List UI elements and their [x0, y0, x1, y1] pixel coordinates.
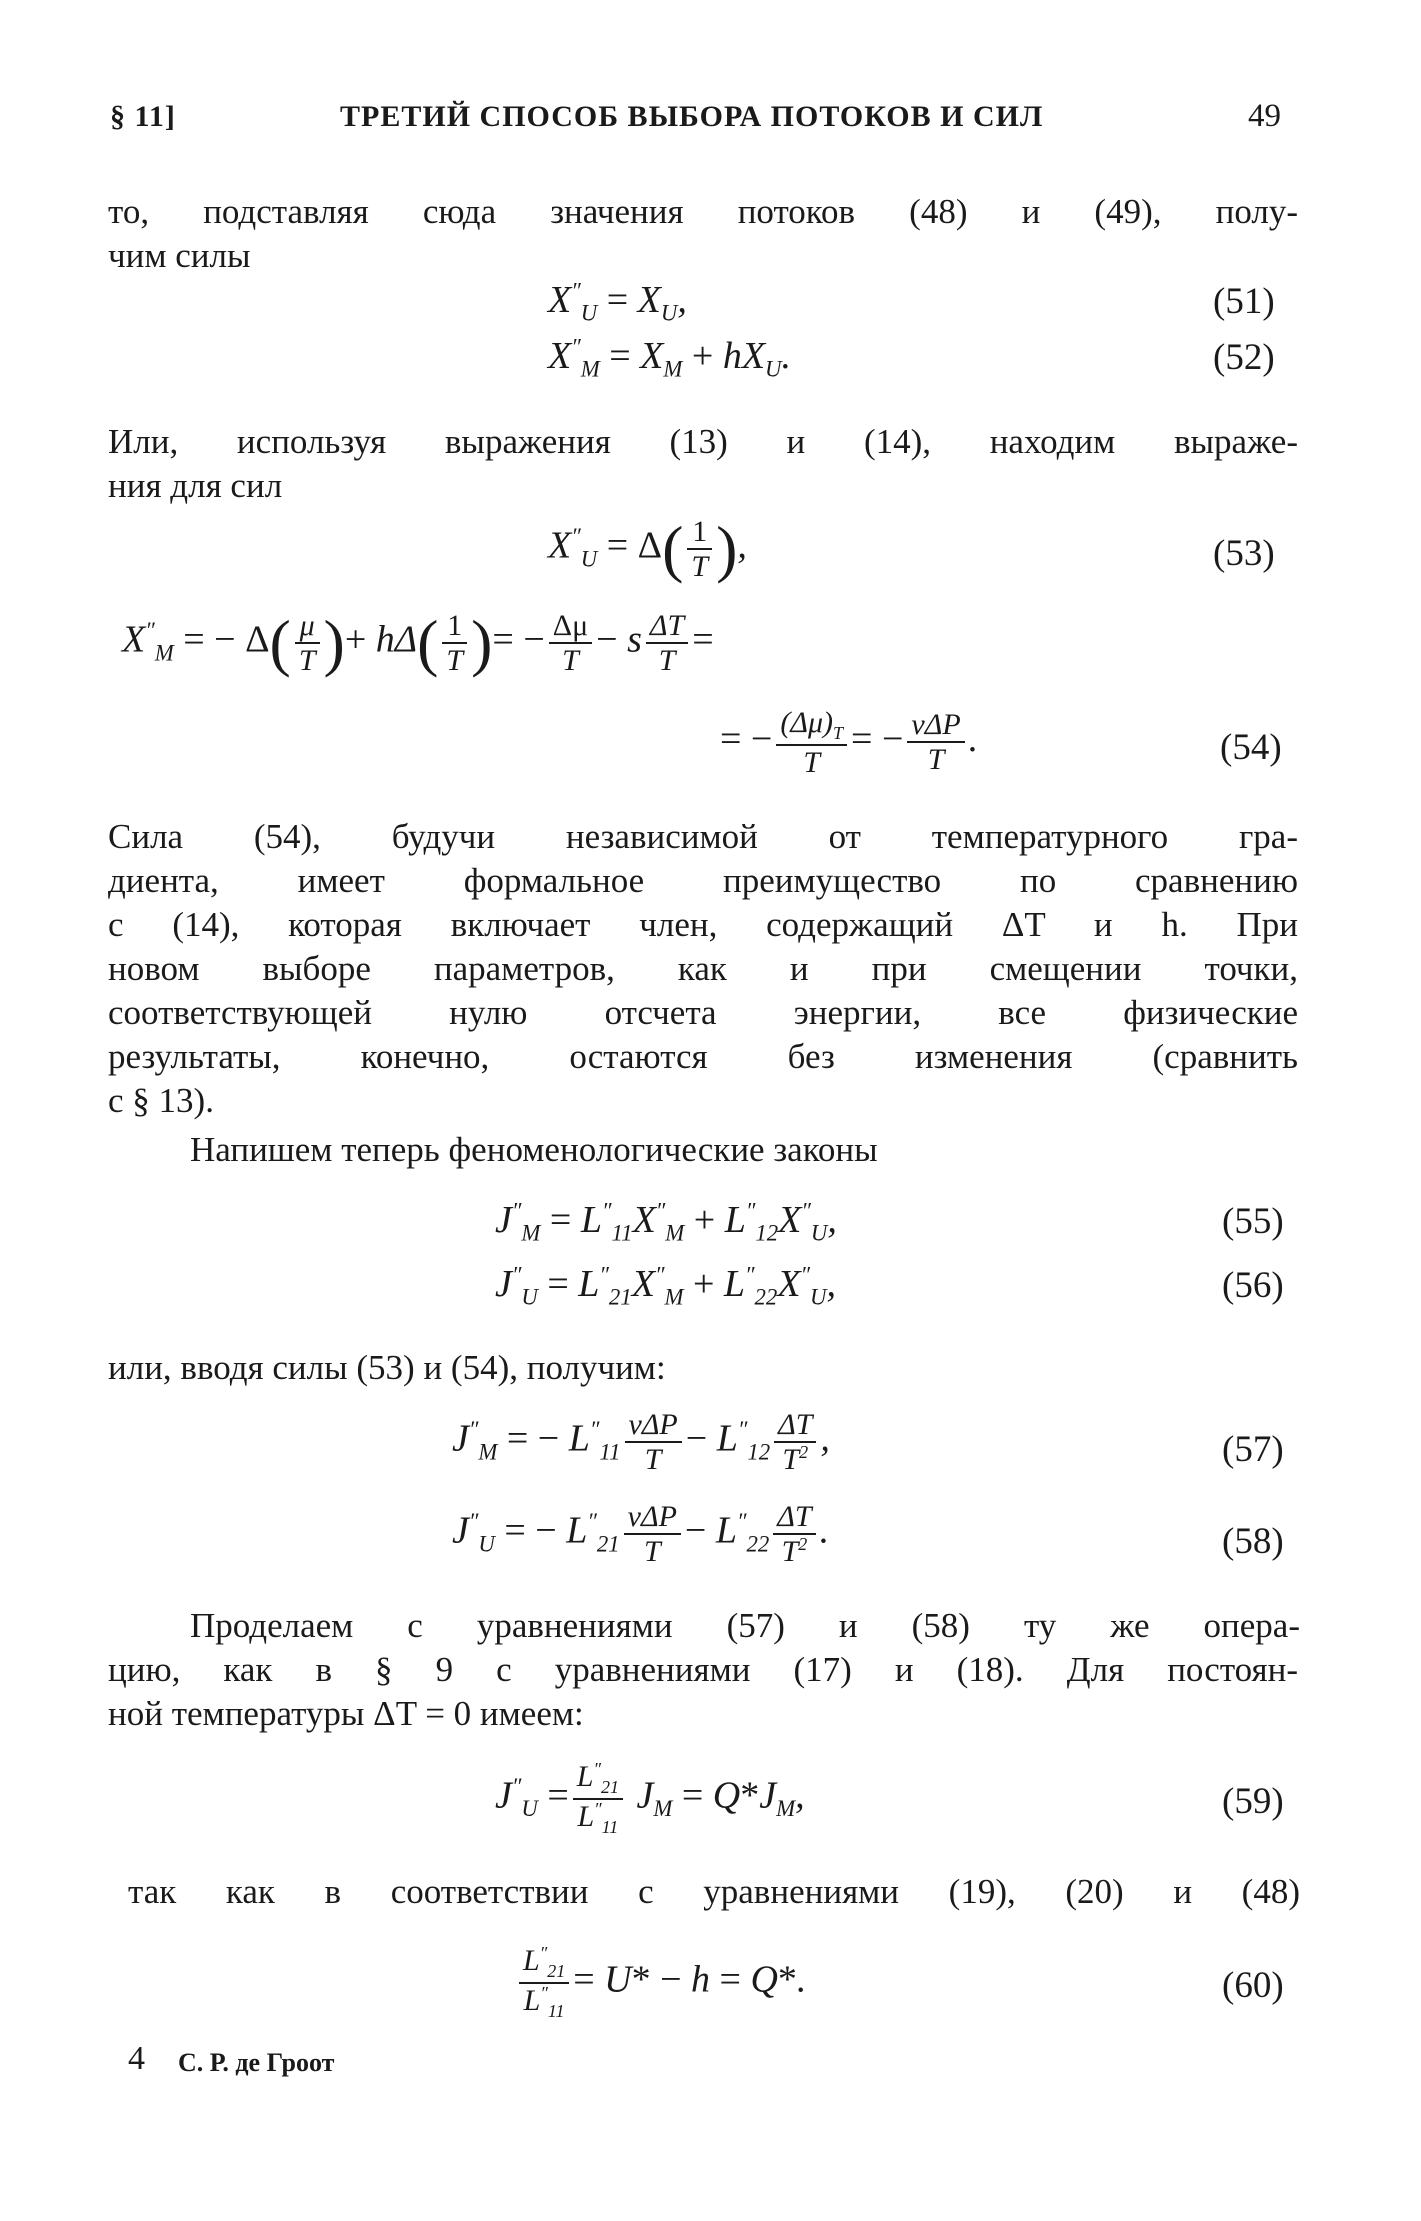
- paragraph-line: ния для сил: [108, 466, 283, 505]
- equation-number: (58): [1222, 1521, 1284, 1562]
- paragraph-line: результаты, конечно, остаются без изменения (сравнить: [108, 1037, 1298, 1076]
- equation-number: (57): [1222, 1429, 1284, 1470]
- equation-54-line1: $X''_M$ = − Δ( $\frac{\mu}{T}$ )+ hΔ( $\frac{1}{T}$ )= − $\frac{\Delta\mu}{T}$ − s $\frac{\Delta T}{T}$ =: [122, 607, 714, 678]
- paragraph-line: чим силы: [108, 236, 251, 275]
- equation-56: $J''_U = L''_{21}X''_M + L''_{22}X''_U$,: [495, 1262, 836, 1310]
- paragraph-line: Проделаем с уравнениями (57) и (58) ту же опера-: [190, 1606, 1300, 1645]
- equation-number: (60): [1222, 1965, 1284, 2006]
- paragraph-line: новом выборе параметров, как и при смещении точки,: [108, 949, 1298, 988]
- equation-number: (59): [1222, 1781, 1284, 1822]
- section-mark: § 11]: [110, 100, 176, 133]
- running-title: ТРЕТИЙ СПОСОБ ВЫБОРА ПОТОКОВ И СИЛ: [340, 100, 1044, 133]
- paragraph-line: цию, как в § 9 с уравнениями (17) и (18). Для постоян-: [108, 1650, 1298, 1689]
- paragraph-line: соответствующей нулю отсчета энергии, все физические: [108, 993, 1298, 1032]
- equation-57: $J''_M$ = − $L''_{11}$ $\frac{\text{vΔP}}{T}$ − $L''_{12}$ $\frac{\Delta T}{T^2}$ ,: [452, 1408, 830, 1476]
- equation-53: $X''_U = \Delta$( $\frac{1}{T}$ ),: [548, 513, 747, 584]
- paragraph-line: или, вводя силы (53) и (54), получим:: [108, 1348, 666, 1387]
- paragraph-line: с § 13).: [108, 1081, 214, 1120]
- sheet-author: С. Р. де Гроот: [178, 2048, 335, 2077]
- paragraph-line: так как в соответствии с уравнениями (19), (20) и (48): [128, 1872, 1300, 1911]
- paragraph-line: Напишем теперь феноменологические законы: [190, 1130, 878, 1169]
- equation-52: $X''_M = X_M + hX_U$.: [548, 334, 791, 382]
- equation-number: (52): [1213, 337, 1275, 378]
- sheet-number: 4: [128, 2040, 145, 2077]
- paragraph-line: Или, используя выражения (13) и (14), находим выраже-: [108, 422, 1298, 461]
- paragraph-line: с (14), которая включает член, содержащий ΔT и h. При: [108, 905, 1298, 944]
- equation-60: $\frac{L''_{21}}{L''_{11}}$ = U* − h = Q*.: [515, 1944, 806, 2022]
- equation-number: (51): [1213, 281, 1275, 322]
- equation-number: (55): [1222, 1201, 1284, 1242]
- equation-number: (54): [1220, 727, 1282, 768]
- paragraph-line: Сила (54), будучи независимой от температурного гра-: [108, 817, 1298, 856]
- page-number: 49: [1248, 98, 1281, 134]
- equation-55: $J''_M = L''_{11}X''_M + L''_{12}X''_U$,: [495, 1198, 837, 1246]
- equation-number: (56): [1222, 1265, 1284, 1306]
- equation-59: $J''_U$ = $\frac{L''_{21}}{L''_{11}}$ $J_M = Q*J_M$,: [495, 1759, 805, 1837]
- paragraph-line: ной температуры ΔT = 0 имеем:: [108, 1694, 584, 1733]
- equation-54-line2: = − $\frac{(\Delta\mu)_T}{T}$ = − $\frac{\text{vΔP}}{T}$ .: [720, 706, 979, 779]
- equation-number: (53): [1213, 533, 1275, 574]
- paragraph-line: диента, имеет формальное преимущество по сравнению: [108, 861, 1298, 900]
- paragraph-line: то, подставляя сюда значения потоков (48) и (49), полу-: [108, 192, 1298, 231]
- equation-58: $J''_U$ = − $L''_{21}$ $\frac{\text{vΔP}}{T}$ − $L''_{22}$ $\frac{\Delta T}{T^2}$ .: [452, 1500, 830, 1568]
- equation-51: $X''_U = X_U$,: [548, 278, 687, 326]
